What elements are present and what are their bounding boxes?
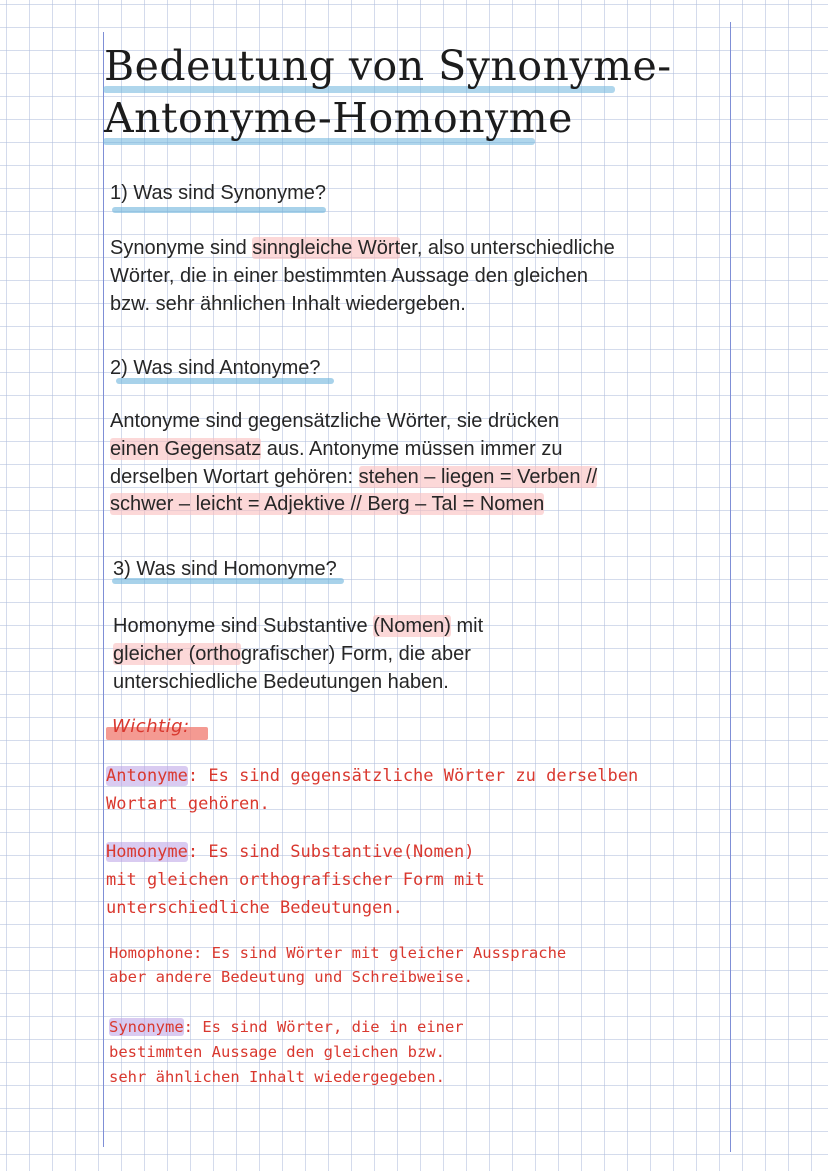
- section-3-line: unterschiedliche Bedeutungen haben.: [113, 671, 449, 693]
- page-title-line-2: Antonyme-Homonyme: [104, 94, 573, 142]
- section-1-line: bzw. sehr ähnlichen Inhalt wiedergeben.: [110, 293, 466, 315]
- section-2-line: Antonyme sind gegensätzliche Wörter, sie drücken: [110, 410, 560, 432]
- page-title-line-1: Bedeutung von Synonyme-: [104, 42, 672, 90]
- note-synonyme-line: Synonyme: Es sind Wörter, die in einer: [109, 1018, 464, 1036]
- section-3-line: Homonyme sind Substantive (Nomen) mit: [113, 615, 484, 637]
- question-2: 2) Was sind Antonyme?: [110, 357, 321, 379]
- left-margin-line: [103, 32, 104, 1147]
- note-antonyme-line: Antonyme: Es sind gegensätzliche Wörter zu derselben: [106, 766, 639, 786]
- section-1-line: Synonyme sind sinngleiche Wörter, also unterschiedliche: [110, 237, 615, 259]
- section-1-line: Wörter, die in einer bestimmten Aussage den gleichen: [110, 265, 589, 287]
- note-synonyme-line: sehr ähnlichen Inhalt wiedergegeben.: [109, 1068, 445, 1086]
- section-3-line: gleicher (orthografischer) Form, die aber: [113, 643, 471, 665]
- right-margin-line: [730, 22, 731, 1152]
- note-antonyme-line: Wortart gehören.: [106, 794, 270, 814]
- section-2-line: einen Gegensatz aus. Antonyme müssen immer zu: [110, 438, 563, 460]
- note-homonyme-line: Homonyme: Es sind Substantive(Nomen): [106, 842, 475, 862]
- note-synonyme-line: bestimmten Aussage den gleichen bzw.: [109, 1043, 445, 1061]
- section-2-line: derselben Wortart gehören: stehen – liegen = Verben //: [110, 466, 598, 488]
- note-homonyme-line: mit gleichen orthografischer Form mit: [106, 870, 485, 890]
- question-1-highlight: [112, 207, 326, 213]
- question-1: 1) Was sind Synonyme?: [110, 182, 327, 204]
- section-2-line: schwer – leicht = Adjektive // Berg – Tal = Nomen: [110, 493, 545, 515]
- note-homonyme-line: unterschiedliche Bedeutungen.: [106, 898, 403, 918]
- question-3: 3) Was sind Homonyme?: [113, 558, 337, 580]
- wichtig-label: Wichtig:: [112, 716, 190, 737]
- note-homophone-line: aber andere Bedeutung und Schreibweise.: [109, 968, 473, 986]
- note-homophone-line: Homophone: Es sind Wörter mit gleicher Aussprache: [109, 944, 567, 962]
